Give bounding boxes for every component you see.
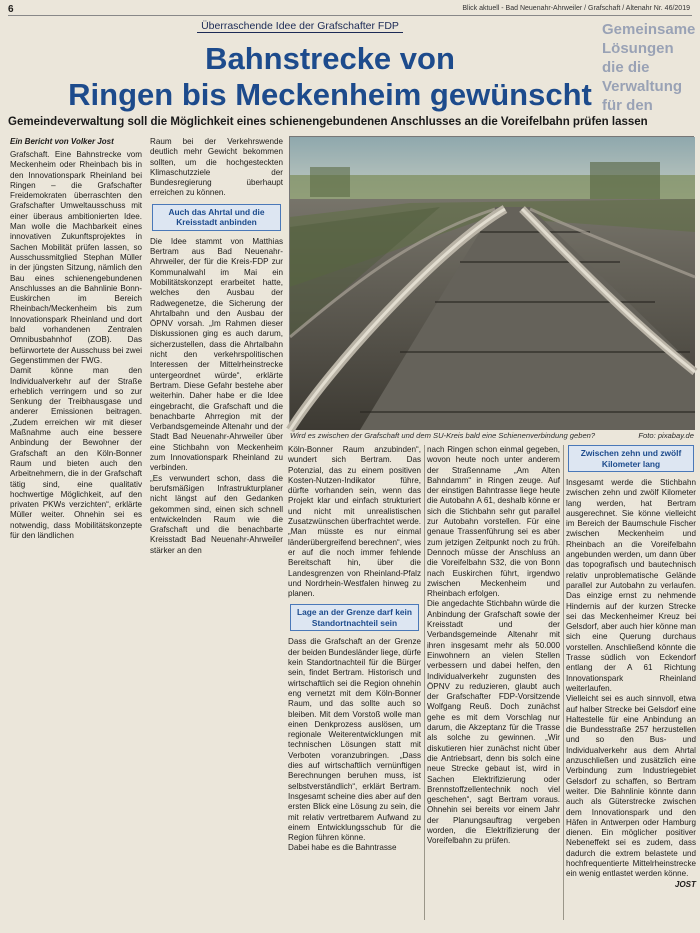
column-divider	[424, 445, 425, 920]
page-number: 6	[8, 4, 14, 15]
text-column-2	[150, 137, 283, 556]
intertitle-box: Zwischen zehn und zwölf Kilometer lang	[568, 445, 694, 472]
headline-line-1: Bahnstrecke von	[205, 41, 455, 76]
paragraph: nach Ringen schon einmal gegeben, wovon heute noch unter anderem der Straßenname „Am Alten Bahndamm“ in Ringen zeuge. Auf der einstigen Bahntrasse liege heute die Autobahn A 61, deshalb könne er sich die Stichbahn sehr gut parallel zur Autobahn vorstellen. Für eine genaue Trassenführung sei es aber zum jetzigen Zeitpunkt noch zu früh. Dennoch müsse der Anschluss an die Voreifelbahn S32, die von Bonn nach Euskirchen führt, irgendwo zwischen Meckenheim und Rheinbach erfolgen.	[427, 445, 560, 599]
intertitle-box: Auch das Ahrtal und die Kreisstadt anbinden	[152, 204, 281, 231]
paragraph: „Es verwundert schon, dass die berufsmäßigen Infrastrukturplaner nicht längst auf den Gedanken gekommen sind, einen sich schnell entwickelnden Raum wie die Grafschaft und die benachbarte Kreisstadt Bad Neuenahr-Ahrweiler stärker an den	[150, 473, 283, 555]
paragraph: Raum bei der Verkehrswende deutlich mehr Gewicht bekommen sollten, um die hochgesteckten Klimaschutzziele der Bundesregierung überhaupt erreichen zu können.	[150, 137, 283, 198]
paragraph: Köln-Bonner Raum anzubinden“, wundert sich Bertram. Das Potenzial, das zu einem positiven Kosten-Nutzen-Indikator führe, dürfte vorhanden sein, wenn das Projekt klar und einfach strukturiert und nicht mit unrealistischen Zusatzwünschen überfrachtet werde. „Man müsste es nur einmal länderübergreifend berechnen“, wies er auf die noch immer fehlende Bereitschaft hin, über die Landesgrenzen von Rheinland-Pfalz und Nordrhein-Westfalen hinweg zu planen.	[288, 445, 421, 599]
paragraph: Grafschaft. Eine Bahnstrecke vom Meckenheim oder Rheinbach bis in den Innovationspark Rheinland bei Ringen – die Grafschafter Freidemokraten überraschten den Grafschafter Umweltausschuss mit einer überaus ambitionierten Idee. Man wolle die Machbarkeit eines innovativen Zukunftsprojektes in Sachen Mobilität prüfen lassen, so Ausschussmitglied Stephan Müller in der jüngsten Sitzung, nämlich den Bau eines schienengebundenen Anschlusses an die Bahnlinie Bonn-Euskirchen im Bereich Rheinbach/Meckenheim bis zum Innovationspark Rheinland und dort bald vorhandenen Zentralen Omnibusbahnhof (ZOB). Das befürwortete der Ausschuss bei zwei Gegenstimmen der FWG.	[10, 150, 142, 365]
paragraph: Vielleicht sei es auch sinnvoll, etwa auf halber Strecke bei Gelsdorf eine Haltestelle für eine Anbindung an die Bundesstraße 257 herzustellen und so den Bus- und Individualverkehr aus dem Ahrtal anzuschließen und zusätzlich eine Verbindung zum Industriegebiet Gelsdorf zu schaffen, so Bertram weiter. Die Bahnlinie könnte dann auch als Güterstrecke zwischen dem Innovationspark und den Häfen in Antwerpen oder Hamburg dienen. Ein möglicher positiver Nebeneffekt sei es zudem, dass dadurch die extrem belastete und hochfrequentierte Mittelrheinstrecke ein wenig entlastet werden könne.	[566, 694, 696, 879]
byline: Ein Bericht von Volker Jost	[10, 137, 114, 146]
text-column-1	[10, 150, 142, 541]
intertitle-box: Lage an der Grenze darf kein Standortnachteil sein	[290, 604, 419, 631]
adjacent-article-ghost: Gemeinsame Lösungen die die Verwaltung für den	[602, 21, 696, 114]
paragraph: Die Idee stammt von Matthias Bertram aus Bad Neuenahr-Ahrweiler, der für die Kreis-FDP zur Kommunalwahl im Mai ein Mobilitätskonzept erarbeitet hatte, welches den Ausbau der Radwegenetze, die Sicherung der Ahrtalbahn und den Ausbau der ÖPNV vorsah. „Im Rahmen dieser Diskussionen ging es auch darum, sicherzustellen, dass die Ahrtalbahn nicht den verkehrspolitischen Interessen der Mittelrheinstrecke untergeordnet würde“, erklärte Bertram. Diese Gefahr bestehe aber weiterhin. Daher habe er die Idee eingebracht, die Grafschaft und die benachbarte Ahrregion mit der Verbandsgemeinde Altenahr und der Stadt Bad Neuenahr-Ahrweiler über eine Stichbahn von Meckenheim zum Innovationspark Rheinland zu verbinden.	[150, 236, 283, 473]
author-signature: JOST	[674, 879, 696, 889]
paragraph: Damit könne man den Individualverkehr auf der Straße erheblich verringern und so zur Senkung der Treibhausgase und anderer Emissionen beitragen. „Zudem erreichen wir mit dieser Maßnahme auch eine bessere Anbindung der Bewohner der Grafschaft an den Köln-Bonner Raum und bieten auch den Arbeitnehmern, die in der Grafschaft tätig sind, eine qualitativ hochwertige Möglichkeit, auf den privaten PKWs verzichten“, erklärte Müller weiter. Ohnehin sei es notwendig, dass Mobilitätskonzepte für den ländlichen	[10, 366, 142, 540]
headline-line-2: Ringen bis Meckenheim gewünscht	[68, 77, 592, 112]
photo-caption: Wird es zwischen der Grafschaft und dem SU-Kreis bald eine Schienenverbindung geben? Foto: pixabay.de	[290, 431, 694, 440]
paragraph: Dabei habe es die Bahntrasse	[288, 843, 397, 853]
text-column-4	[427, 445, 560, 847]
railway-track-photo	[289, 136, 694, 429]
running-head: Blick aktuell - Bad Neuenahr-Ahrweiler / Grafschaft / Altenahr Nr. 46/2019	[462, 5, 690, 12]
text-column-5	[566, 445, 696, 890]
text-column-3	[288, 445, 421, 854]
subheadline: Gemeindeverwaltung soll die Möglichkeit eines schienengebundenen Anschlusses an die Voreifelbahn prüfen lassen	[8, 116, 648, 128]
column-divider	[563, 445, 564, 920]
railway-track-image	[290, 137, 695, 430]
paragraph: Insgesamt werde die Stichbahn zwischen zehn und zwölf Kilometer lang werden, hat Bertram ausgerechnet. Sie könne vielleicht im Bereich der Baumschule Fischer zwischen Meckenheim und Rheinbach an die Voreifelbahn angebunden werden, um dann über das topografisch und bautechnisch relativ unproblematische Gelände parallel zur Autobahn zu verlaufen. Das einzige ernst zu nehmende Hindernis auf der kurzen Strecke sei das Meckenheimer Kreuz bei Gelsdorf, aber auch hier könne man sich eine Querung durchaus vorstellen. Anschließend könnte die Trasse südlich von Eckendorf entlang der A 61 Richtung Innovationspark Rheinland weiterlaufen.	[566, 478, 696, 693]
paragraph: Die angedachte Stichbahn würde die Anbindung der Grafschaft sowie der Kreisstadt und der Verbandsgemeinde Altenahr mit ihren insgesamt mehr als 50.000 Einwohnern an vielen Stellen verbessern und dabei helfen, den Individualverkehr zugunsten des ÖPNV zu reduzieren, glaubt auch der Grafschafter FDP-Vorsitzende Wolfgang Reuß. Doch zunächst gehe es mit dem Vorschlag nur darum, die Akzeptanz für die Trasse als solche zu gewinnen. „Wir diskutieren hier zunächst nicht über die Antriebsart, denn bis solch eine neue Strecke gebaut ist, wird in Sachen Elektrifizierung oder Brennstoffzellentechnik noch viel geschehen“, sagt Bertram voraus. Ohnehin sei bereits vor einem Jahr der Planungsauftrag vergeben worden, die Elektrifizierung der Voreifelbahn zu prüfen.	[427, 599, 560, 846]
header-rule	[8, 15, 692, 16]
paragraph: Dass die Grafschaft an der Grenze der beiden Bundesländer liege, dürfe kein Standortnachteil für die Bürger sein, findet Bertram. Historisch und wirtschaftlich sei die Region ohnehin eng vernetzt mit dem Köln-Bonner Raum, und das sollte auch so bleiben. Mit dem Vorstoß wolle man einen Denkprozess auslösen, um regionale Weiterentwicklungen mit technischen Lösungen statt mit Verboten voranzubringen. „Dass dies auf wirtschaftlich vernünftigen Berechnungen beruhen muss, ist selbstverständlich“, erklärt Bertram. Insgesamt scheine dies aber auf den ersten Blick eine Lösung zu sein, die mit relativ vertretbarem Aufwand zu einem Entwicklungsschub für die Region führen könne.	[288, 637, 421, 843]
article-kicker: Überraschende Idee der Grafschafter FDP	[0, 20, 600, 32]
photo-credit: Foto: pixabay.de	[638, 431, 694, 440]
